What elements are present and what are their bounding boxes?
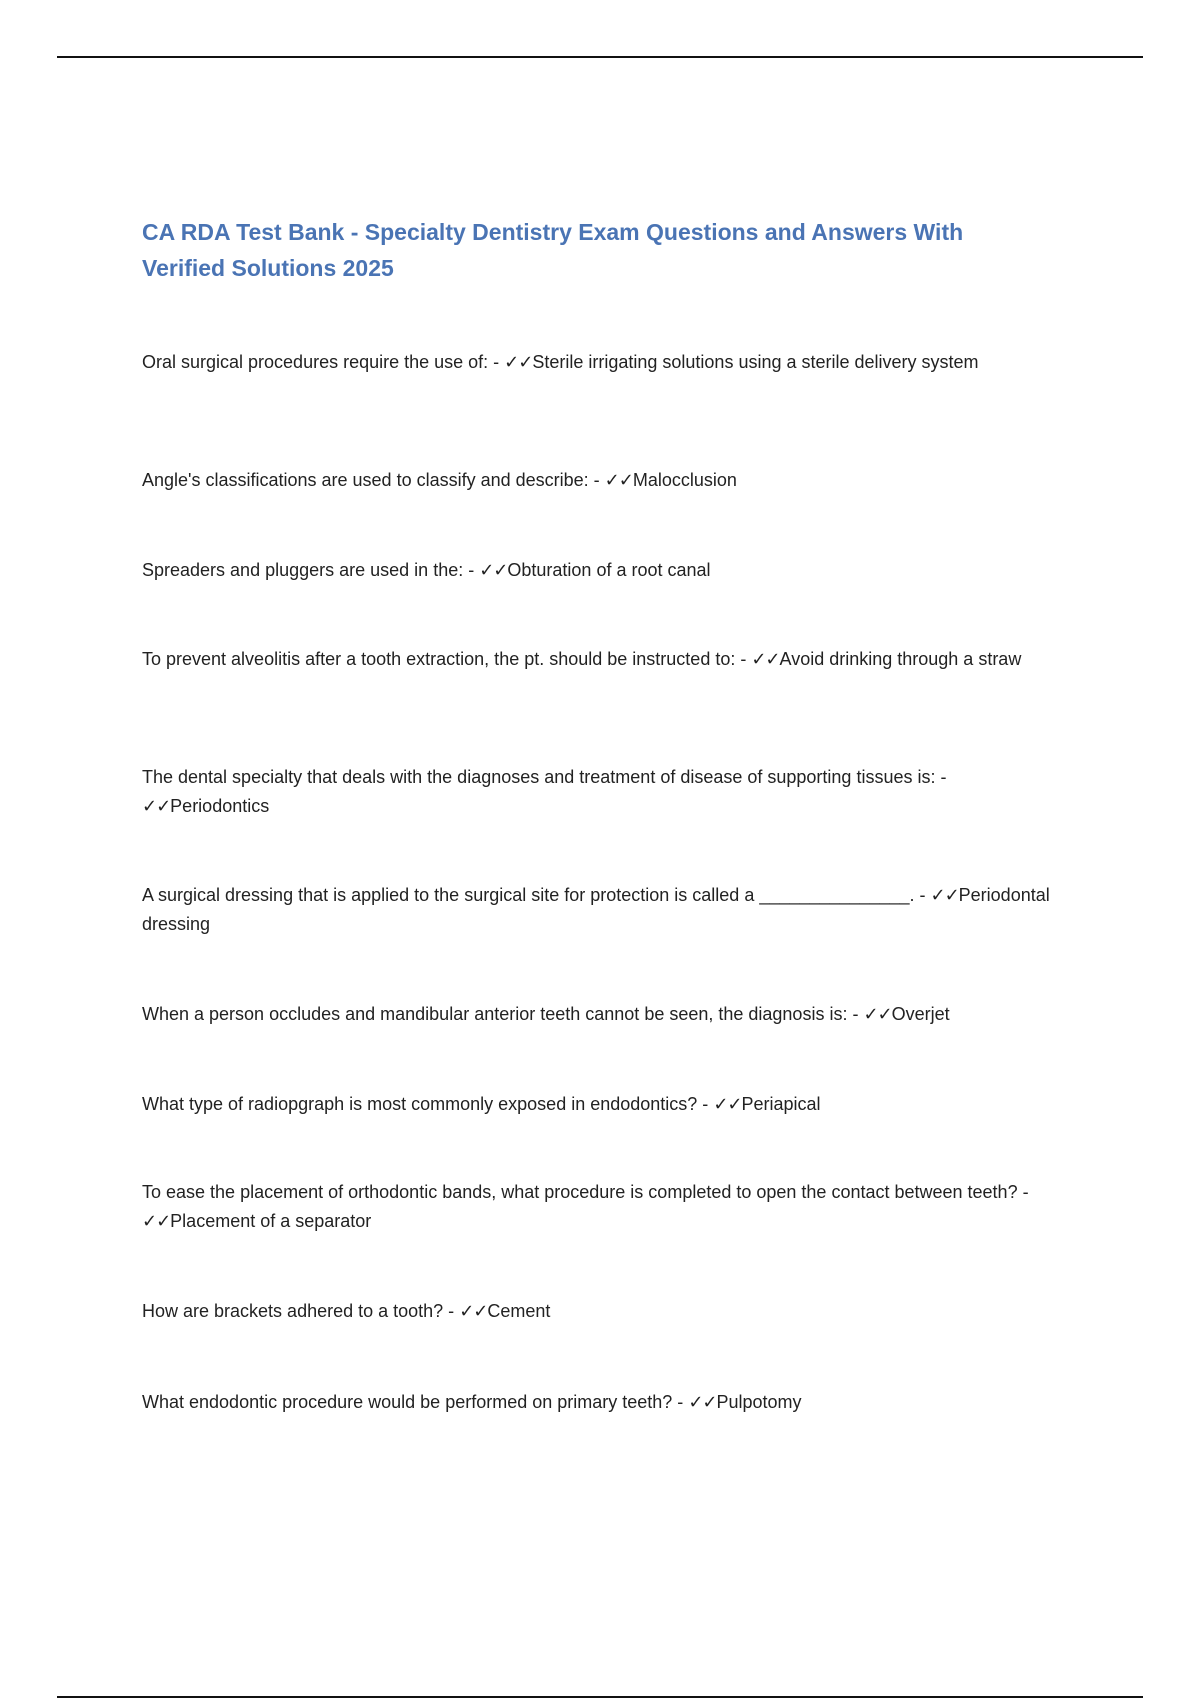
- check-icon: ✓✓: [142, 1211, 171, 1232]
- check-icon: ✓✓: [504, 352, 533, 373]
- question-text: Spreaders and pluggers are used in the: -: [142, 560, 480, 580]
- answer-text: Cement: [487, 1301, 551, 1321]
- check-icon: ✓✓: [751, 649, 780, 670]
- answer-text: Placement of a separator: [170, 1211, 372, 1231]
- question-text: What type of radiopgraph is most commonly exposed in endodontics? -: [142, 1094, 714, 1114]
- answer-text: Avoid drinking through a straw: [779, 649, 1022, 669]
- check-icon: ✓✓: [479, 560, 508, 581]
- document-title: CA RDA Test Bank - Specialty Dentistry Exam Questions and Answers With Verified Solutions 2025: [142, 219, 964, 281]
- answer-text: Periodontics: [170, 796, 270, 816]
- question-text: What endodontic procedure would be performed on primary teeth? -: [142, 1392, 689, 1412]
- answer-text: Sterile irrigating solutions using a sterile delivery system: [532, 352, 979, 372]
- answer-text: Periapical: [741, 1094, 821, 1114]
- qa-item-2: [142, 466, 1072, 495]
- answer-text: Obturation of a root canal: [507, 560, 711, 580]
- qa-item-8: [142, 1090, 1072, 1119]
- check-icon: ✓✓: [459, 1301, 488, 1322]
- question-text: The dental specialty that deals with the diagnoses and treatment of disease of supporting tissues is: -: [142, 767, 947, 787]
- answer-text: Periodontal dressing: [142, 885, 1050, 934]
- question-text: To prevent alveolitis after a tooth extraction, the pt. should be instructed to: -: [142, 649, 752, 669]
- bottom-rule: [57, 1696, 1143, 1698]
- qa-item-10: [142, 1297, 1072, 1326]
- question-text: A surgical dressing that is applied to the surgical site for protection is called a _______________. -: [142, 885, 931, 905]
- question-text: To ease the placement of orthodontic bands, what procedure is completed to open the contact between teeth? -: [142, 1182, 1029, 1202]
- qa-item-3: [142, 556, 1072, 585]
- check-icon: ✓✓: [142, 796, 171, 817]
- qa-item-4: [142, 645, 1072, 674]
- check-icon: ✓✓: [713, 1094, 742, 1115]
- question-text: Angle's classifications are used to classify and describe: -: [142, 470, 605, 490]
- qa-item-6: [142, 881, 1072, 939]
- check-icon: ✓✓: [688, 1392, 717, 1413]
- check-icon: ✓✓: [604, 470, 633, 491]
- qa-item-1: [142, 348, 1072, 377]
- check-icon: ✓✓: [930, 885, 959, 906]
- answer-text: Pulpotomy: [716, 1392, 802, 1412]
- top-rule: [57, 56, 1143, 58]
- question-text: Oral surgical procedures require the use of: -: [142, 352, 505, 372]
- question-text: When a person occludes and mandibular anterior teeth cannot be seen, the diagnosis is: -: [142, 1004, 864, 1024]
- question-text: How are brackets adhered to a tooth? -: [142, 1301, 460, 1321]
- qa-item-11: [142, 1388, 1072, 1417]
- qa-item-5: [142, 763, 1072, 821]
- check-icon: ✓✓: [863, 1004, 892, 1025]
- qa-item-9: [142, 1178, 1072, 1236]
- qa-item-7: [142, 1000, 1072, 1029]
- answer-text: Overjet: [891, 1004, 950, 1024]
- answer-text: Malocclusion: [632, 470, 737, 490]
